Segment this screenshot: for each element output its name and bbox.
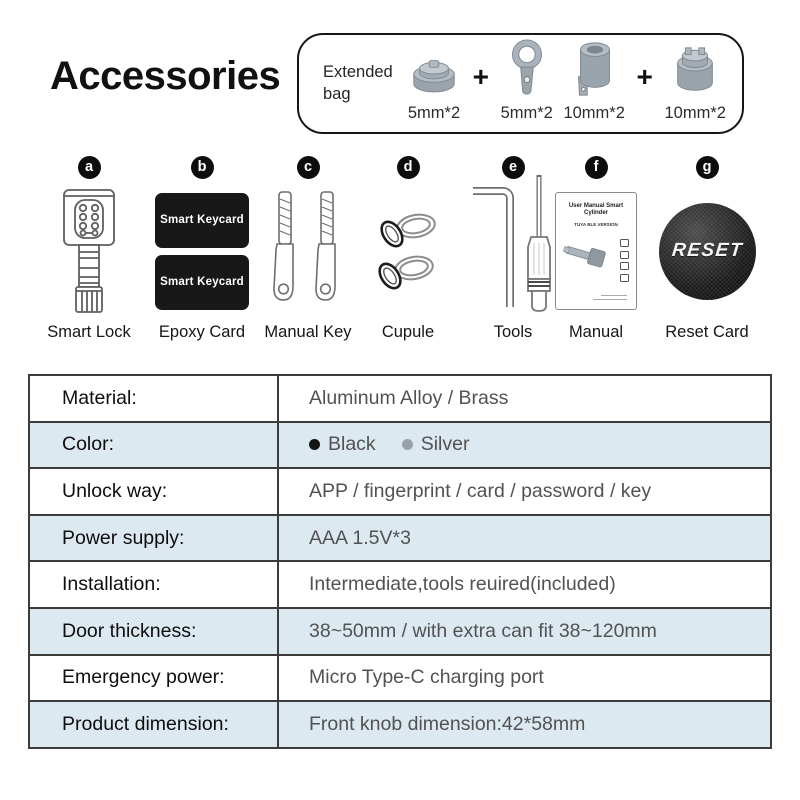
cupule-icon [352, 179, 464, 323]
color-options [309, 433, 770, 456]
letter-badge-b: b [191, 156, 214, 179]
extended-part [407, 54, 461, 123]
spec-row-value: 38~50mm / with extra can fit 38~120mm [278, 608, 771, 655]
accessory-label: Smart Lock [47, 323, 131, 341]
manual-cover-icons [620, 239, 629, 282]
extended-part [563, 38, 624, 123]
color-option-label: Black [328, 433, 376, 456]
silver-color-dot [402, 439, 413, 450]
spec-row-value: Micro Type-C charging port [278, 655, 771, 702]
letter-badge-g: g [696, 156, 719, 179]
accessory-reset-card [648, 156, 766, 342]
part-size-label: 10mm*2 [664, 104, 726, 122]
extended-bag-label: Extended bag [323, 62, 393, 103]
spec-row-label: Unlock way: [29, 468, 278, 515]
letter-badge-e: e [502, 156, 525, 179]
table-row [29, 561, 771, 608]
plus-icon: + [636, 61, 653, 92]
part-size-label: 10mm*2 [563, 104, 625, 122]
table-row [29, 422, 771, 469]
manual-cylinder-figure [563, 241, 611, 276]
reset-disc [659, 203, 756, 300]
spec-row-value: Aluminum Alloy / Brass [278, 375, 771, 422]
smart-keycard: Smart Keycard [155, 255, 249, 310]
table-row [29, 655, 771, 702]
spec-row-label: Power supply: [29, 515, 278, 562]
table-row [29, 608, 771, 655]
spec-row-label: Material: [29, 375, 278, 422]
manual-key-icon [256, 179, 360, 318]
spec-row-label: Emergency power: [29, 655, 278, 702]
spec-row-value: APP / fingerprint / card / password / key [278, 468, 771, 515]
tools-icon [460, 174, 566, 318]
adapter-ring-icon [507, 38, 547, 103]
letter-badge-d: d [397, 156, 420, 179]
color-option-label: Silver [420, 433, 470, 456]
extended-bag-parts [407, 35, 726, 132]
black-color-dot [309, 439, 320, 450]
extended-part [501, 38, 553, 123]
accessory-smart-lock [34, 156, 144, 342]
plus-icon: + [472, 61, 489, 92]
manual-cover [555, 192, 637, 310]
accessory-tools [460, 156, 566, 342]
accessory-label: Epoxy Card [158, 323, 246, 341]
table-row [29, 375, 771, 422]
spec-row-value: Intermediate,tools reuired(included) [278, 561, 771, 608]
spec-row-label: Color: [29, 422, 278, 469]
manual-title: User Manual Smart Cylinder [568, 203, 624, 217]
accessory-label: Manual [568, 323, 624, 341]
accessories-row [0, 156, 800, 346]
accessory-label: Tools [493, 323, 533, 341]
extended-part [664, 44, 725, 123]
accessory-epoxy-card [148, 156, 256, 342]
accessory-manual-key [256, 156, 360, 342]
adapter-cap-tall-icon [669, 44, 721, 103]
spec-row-label: Door thickness: [29, 608, 278, 655]
spec-row-value: Front knob dimension:42*58mm [278, 701, 771, 748]
table-row [29, 515, 771, 562]
letter-badge-f: f [585, 156, 608, 179]
manual-icon [552, 179, 640, 323]
spec-table [28, 374, 772, 749]
manual-footer-lines [593, 295, 627, 301]
letter-badge-c: c [297, 156, 320, 179]
table-row [29, 468, 771, 515]
reset-text: RESET [670, 240, 744, 261]
extended-bag-panel [297, 33, 744, 134]
smart-keycard: Smart Keycard [155, 193, 249, 248]
page-title: Accessories [50, 54, 281, 98]
epoxy-card-icon [148, 179, 256, 323]
smart-lock-icon [34, 179, 144, 323]
accessory-label: Reset Card [665, 323, 749, 341]
accessory-cupule [352, 156, 464, 342]
part-size-label: 5mm*2 [407, 104, 461, 122]
spec-row-value [278, 422, 771, 469]
accessory-label: Manual Key [264, 323, 352, 341]
accessory-manual [552, 156, 640, 342]
spec-row-label: Installation: [29, 561, 278, 608]
part-size-label: 5mm*2 [500, 104, 553, 122]
spec-row-value: AAA 1.5V*3 [278, 515, 771, 562]
adapter-sleeve-icon [571, 38, 617, 103]
reset-card-icon [648, 179, 766, 323]
letter-badge-a: a [78, 156, 101, 179]
spec-row-label: Product dimension: [29, 701, 278, 748]
table-row [29, 701, 771, 748]
accessory-label: Cupule [381, 323, 435, 341]
adapter-cap-small-icon [407, 54, 461, 103]
manual-subtitle: TUYA BLE VERSION [574, 222, 618, 228]
